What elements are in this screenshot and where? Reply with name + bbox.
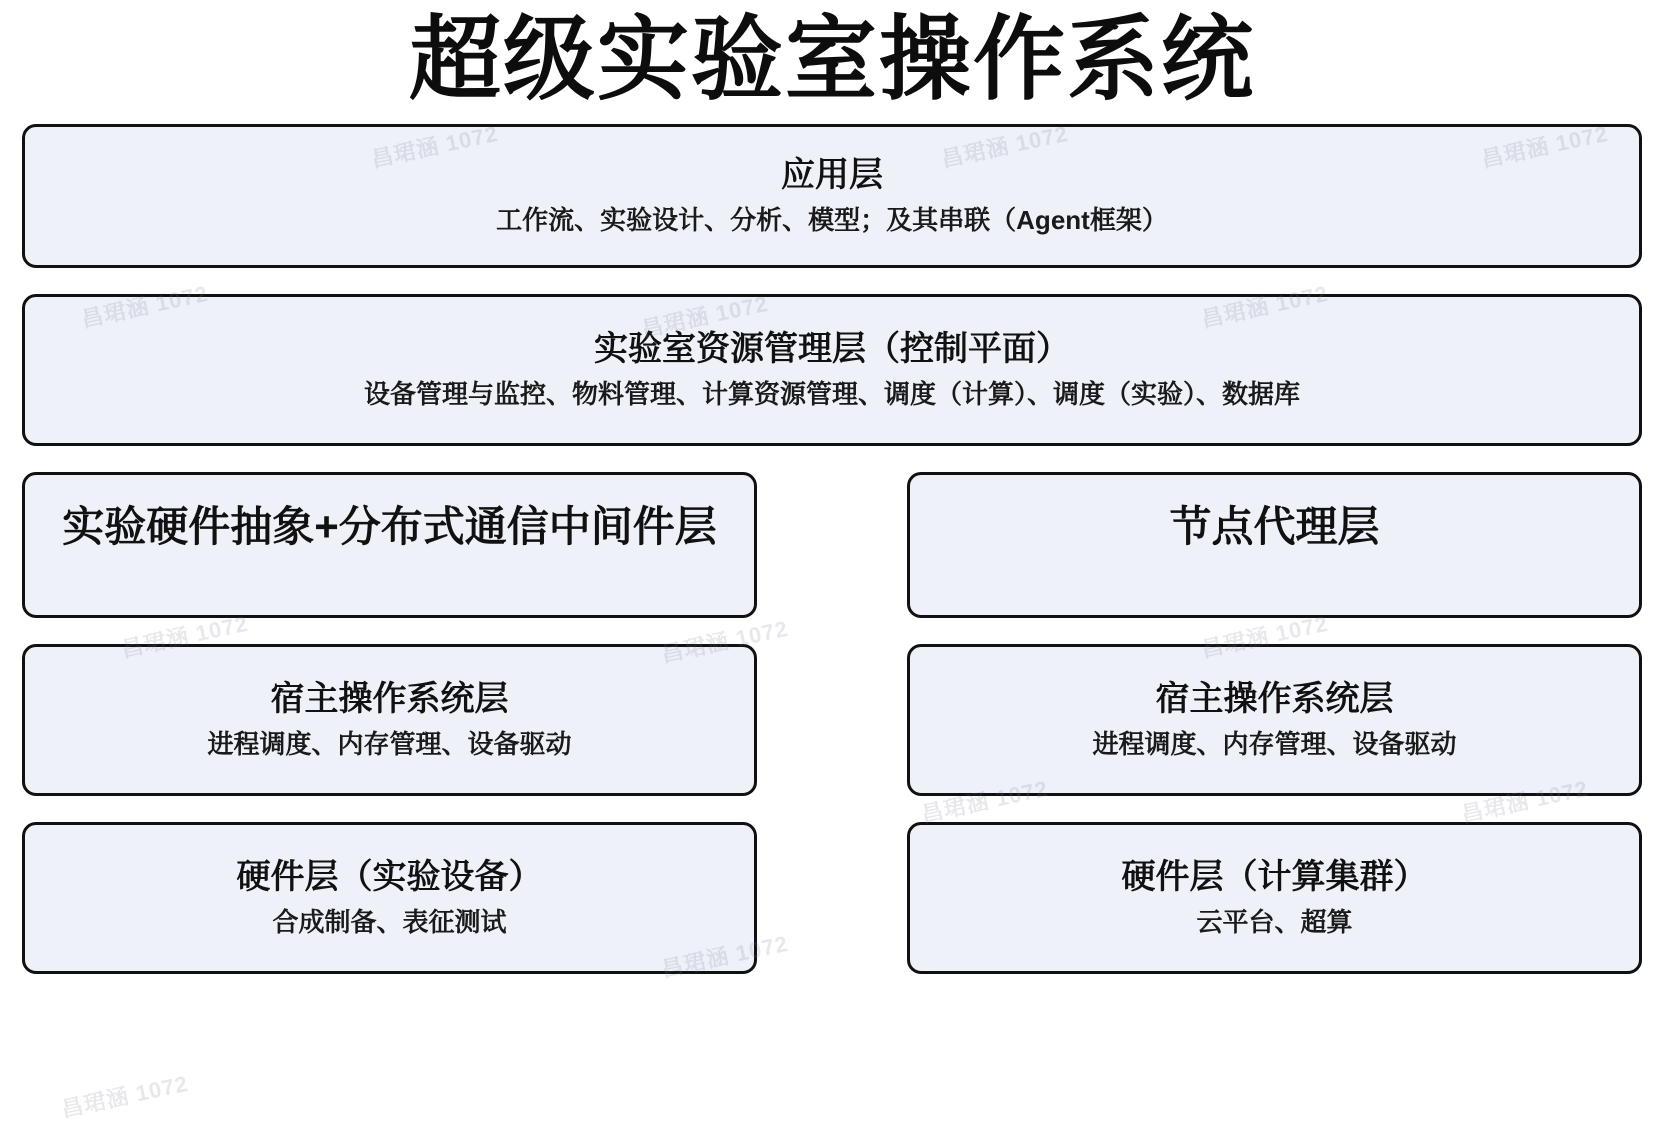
row-host-os (22, 644, 1642, 796)
layer-box-host-os-right[interactable] (907, 644, 1642, 796)
layer-heading-node-agent: 节点代理层 (1169, 502, 1380, 550)
layer-heading-application: 应用层 (781, 155, 883, 194)
layer-sub-host-os-left: 进程调度、内存管理、设备驱动 (207, 729, 572, 760)
layer-stack (0, 124, 1664, 974)
layer-box-host-os-left[interactable] (22, 644, 757, 796)
layer-sub-host-os-right: 进程调度、内存管理、设备驱动 (1092, 729, 1457, 760)
layer-box-hardware-lab[interactable] (22, 822, 757, 974)
layer-heading-resource: 实验室资源管理层（控制平面） (594, 329, 1070, 368)
watermark-text: 昌珺涵 1072 (119, 610, 251, 663)
layer-heading-hardware-lab: 硬件层（实验设备） (236, 857, 543, 896)
watermark-text: 1072 (733, 930, 791, 967)
page-title: 超级实验室操作系统 (408, 9, 1255, 111)
layer-sub-resource: 设备管理与监控、物料管理、计算资源管理、调度（计算）、调度（实验）、数据库 (363, 379, 1300, 410)
watermark-text: 昌珺涵 1072 (1459, 775, 1591, 828)
watermark-text: 昌珺涵 1072 (1199, 610, 1331, 663)
row-application (22, 124, 1642, 268)
layer-box-node-agent[interactable] (907, 472, 1642, 618)
layer-box-hardware-compute[interactable] (907, 822, 1642, 974)
watermark-text: 昌珺涵 1072 (59, 1070, 191, 1123)
layer-sub-application: 工作流、实验设计、分析、模型；及其串联（Agent框架） (496, 205, 1168, 236)
layer-box-application[interactable] (22, 124, 1642, 268)
layer-sub-hardware-lab: 合成制备、表征测试 (272, 907, 507, 938)
row-resource (22, 294, 1642, 446)
layer-heading-host-os-left: 宿主操作系统层 (270, 679, 509, 718)
layer-heading-middleware: 实验硬件抽象+分布式通信中间件层 (62, 502, 717, 550)
layer-box-middleware[interactable] (22, 472, 757, 618)
row-middleware (22, 472, 1642, 618)
layer-heading-host-os-right: 宿主操作系统层 (1155, 679, 1394, 718)
watermark-text: 昌珺涵 1072 (659, 615, 791, 668)
row-hardware (22, 822, 1642, 974)
watermark-text: 昌珺涵 1072 (919, 775, 1051, 828)
layer-box-resource[interactable] (22, 294, 1642, 446)
layer-heading-hardware-compute: 硬件层（计算集群） (1121, 857, 1428, 896)
layer-sub-hardware-compute: 云平台、超算 (1196, 907, 1353, 938)
